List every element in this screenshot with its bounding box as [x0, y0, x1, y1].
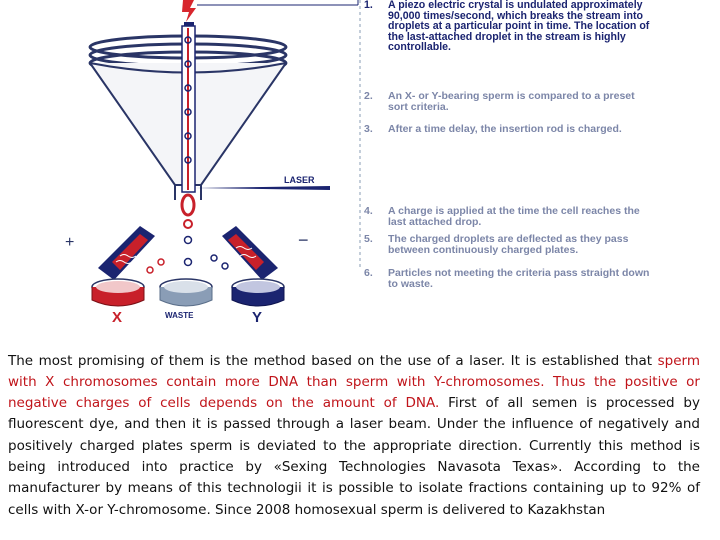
paragraph-body: First of all semen is processed by fluorescent dye, and then it is passed through a laser beam. Under the influence of negatively and positively charged plates sperm is deviated to the appropriate direction. Currently this method is being introduced into practice by «Sexing Technologies Navasota Texas». According to the manufacturer by means of this technologii it is possible to isolate fractions containing up to 92% of cells with X-or Y-chromosome. Since 2008 homosexual sperm is delivered to Kazakhstan — [8, 395, 700, 518]
step-6-number: 6. — [364, 267, 373, 279]
step-1-number: 1. — [364, 0, 373, 11]
description-paragraph — [8, 351, 700, 521]
piezo-crystal-icon — [182, 0, 196, 28]
x-collection-tube — [92, 279, 144, 306]
laser-beam — [195, 175, 330, 190]
laser-label: LASER — [284, 175, 315, 185]
step-4-text: A charge is applied at the time the cell reaches the last attached drop. — [388, 205, 640, 228]
paragraph-intro: The most promising of them is the method based on the use of a laser. It is established that — [8, 352, 658, 369]
x-label: X — [112, 309, 123, 326]
step-5-text: The charged droplets are deflected as they pass between continuously charged plates. — [388, 233, 629, 256]
step-3-number: 3. — [364, 123, 373, 135]
paragraph-highlight-dna: sperm with X chromosomes contain more DNA than sperm with Y-chromosomes. — [8, 352, 700, 390]
plus-label: + — [65, 234, 75, 251]
waste-collection-tube — [160, 279, 212, 306]
paragraph-space — [544, 374, 553, 390]
y-label: Y — [252, 309, 263, 326]
step-6-text: Particles not meeting the criteria pass straight down to waste. — [388, 267, 650, 290]
step-5-number: 5. — [364, 233, 373, 245]
step-2-text: An X- or Y-bearing sperm is compared to a preset sort criteria. — [388, 90, 635, 113]
minus-label: − — [298, 230, 309, 250]
waste-label: WASTE — [165, 311, 194, 320]
y-collection-tube — [232, 279, 284, 306]
negative-plate — [222, 226, 278, 280]
step-3-text: After a time delay, the insertion rod is charged. — [388, 123, 622, 135]
step-1-text: A piezo electric crystal is undulated approximately 90,000 times/second, which breaks the stream into droplets at a particular point in time. The location of the last-attached droplet in the stream is highly controllable. — [388, 0, 650, 53]
paragraph-highlight-charge: Thus the positive or negative charges of cells depends on the amount of DNA. — [8, 373, 700, 412]
droplet-stream — [147, 195, 228, 273]
step-4-number: 4. — [364, 205, 373, 217]
positive-plate — [98, 226, 155, 280]
step-2-number: 2. — [364, 90, 373, 102]
insertion-rod — [182, 26, 195, 192]
